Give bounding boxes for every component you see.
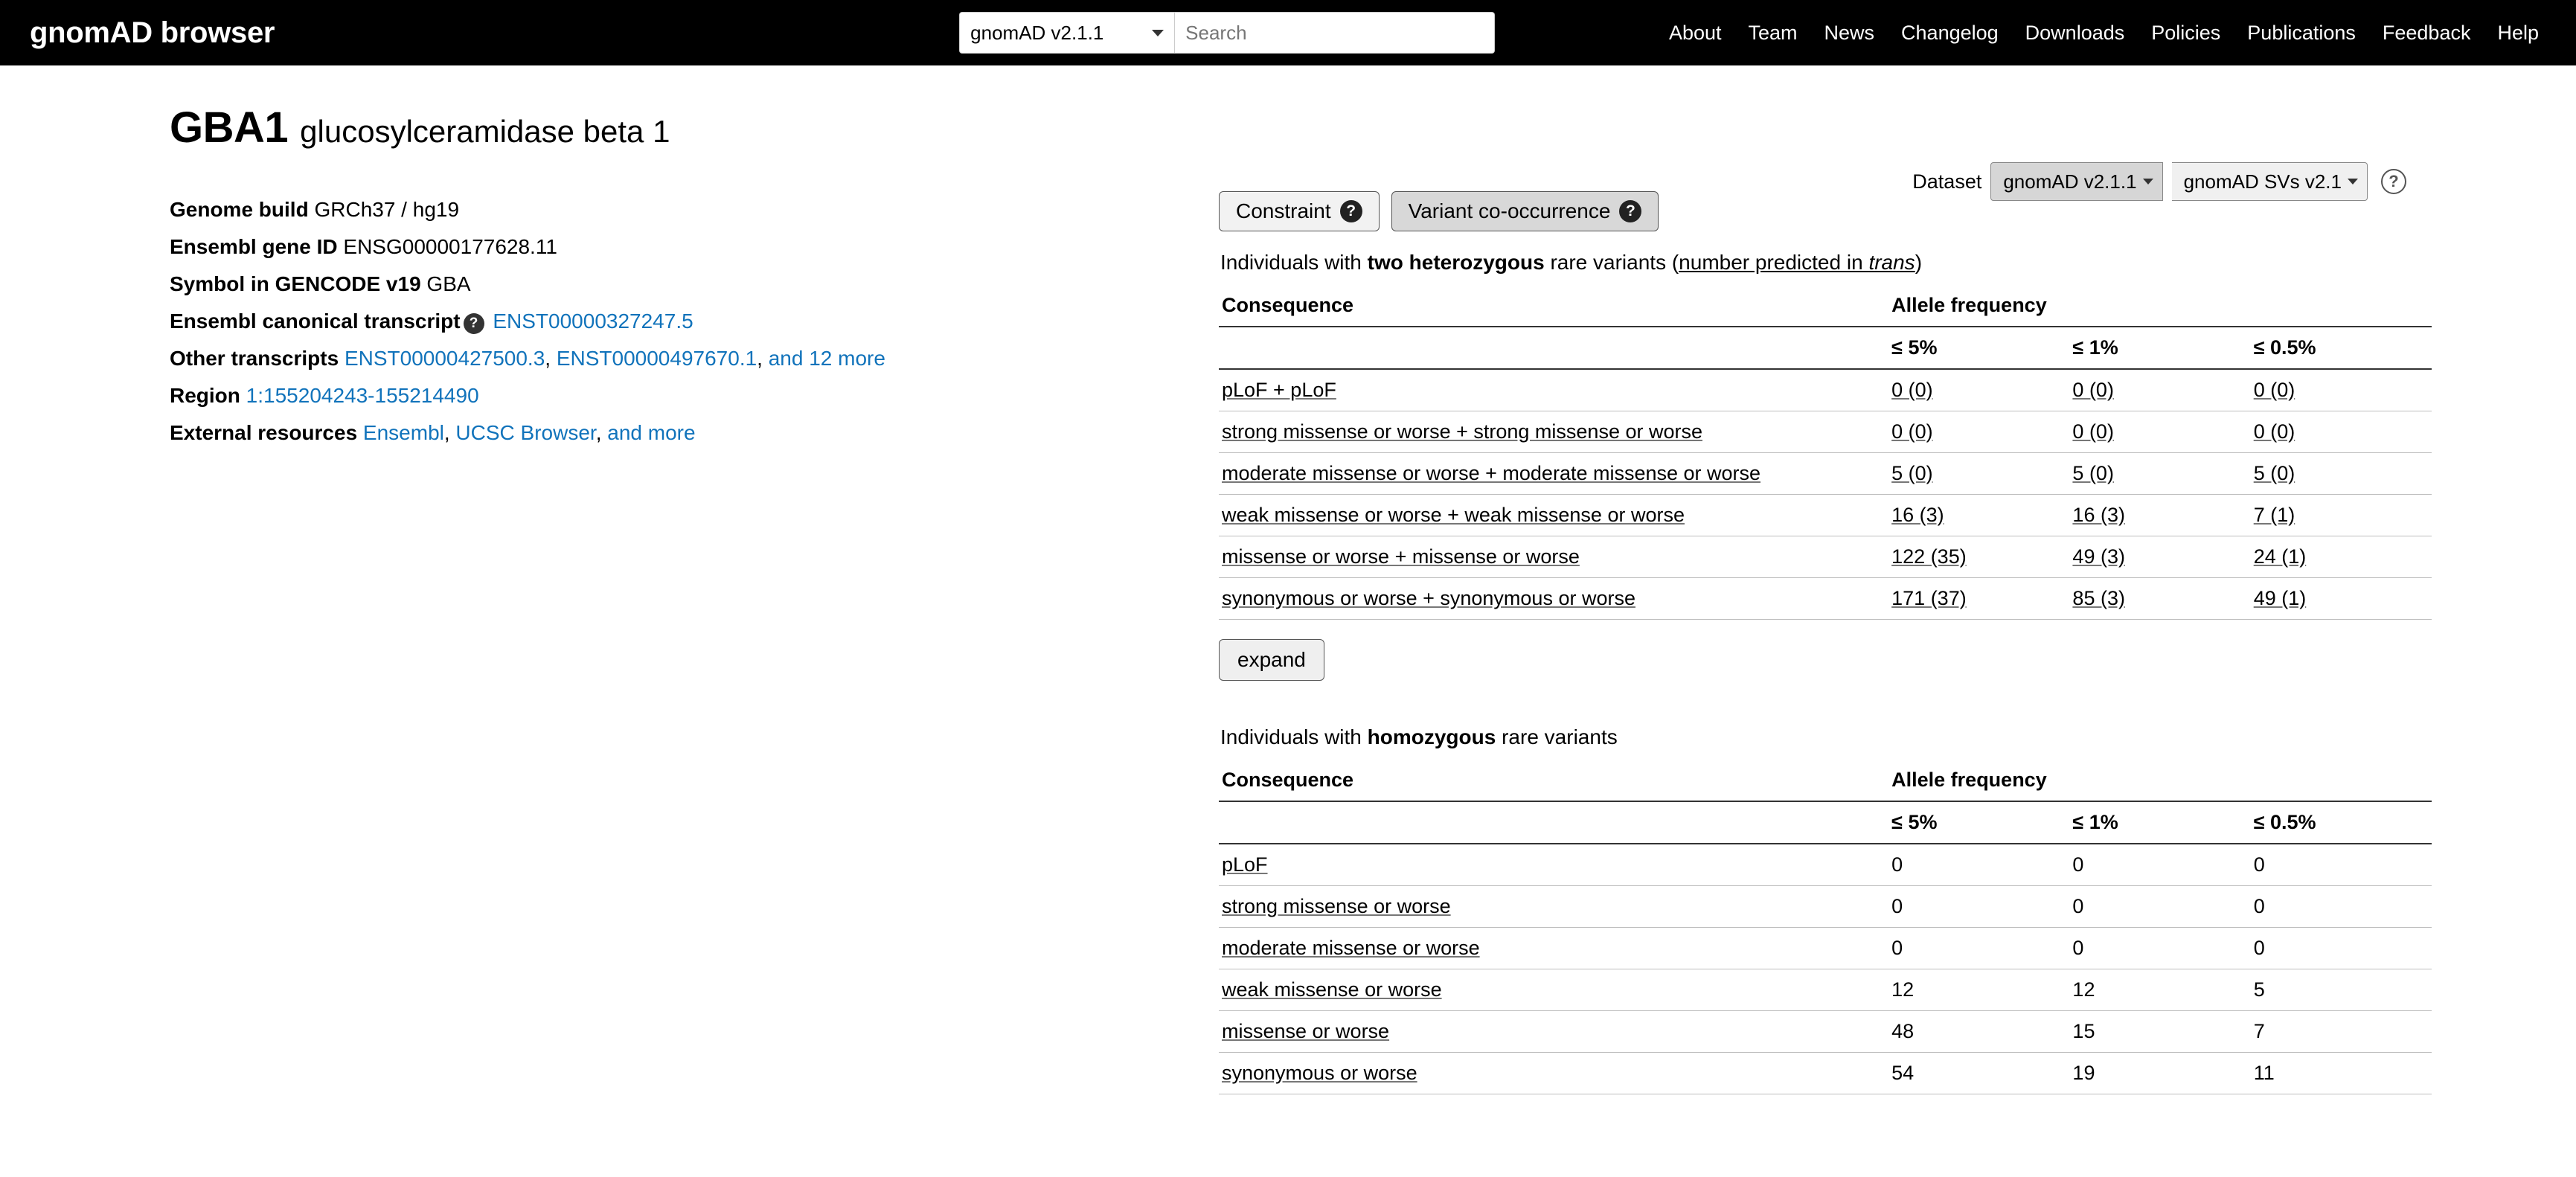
consequence-label[interactable]: moderate missense or worse	[1222, 937, 1480, 959]
chevron-down-icon	[2348, 179, 2358, 185]
dataset-primary-value: gnomAD v2.1.1	[2003, 170, 2137, 193]
expand-button[interactable]: expand	[1219, 639, 1324, 681]
info-gencode-symbol-label: Symbol in GENCODE v19	[170, 272, 421, 295]
help-icon[interactable]: ?	[1619, 200, 1641, 222]
brand-logo[interactable]: gnomAD browser	[30, 16, 275, 49]
cell-value[interactable]: 85 (3)	[2072, 587, 2125, 609]
cell-value: 11	[2251, 1053, 2432, 1094]
table-subheader-row	[1219, 327, 2432, 369]
consequence-label[interactable]: missense or worse	[1222, 1020, 1390, 1042]
caption-underline-text: number predicted in	[1679, 251, 1869, 274]
cell-value[interactable]: 5 (0)	[1891, 462, 1933, 484]
nav-item-downloads[interactable]: Downloads	[2025, 21, 2125, 44]
cell-value[interactable]: 122 (35)	[1891, 545, 1967, 568]
canonical-transcript-link[interactable]: ENST00000327247.5	[493, 310, 693, 333]
body-columns	[170, 191, 2406, 1094]
header-allele-frequency: Allele frequency	[1888, 285, 2432, 327]
header-blank	[1219, 327, 1888, 369]
consequence-label[interactable]: missense or worse + missense or worse	[1222, 545, 1580, 568]
cell-value: 5	[2251, 969, 2432, 1011]
table-row	[1219, 536, 2432, 578]
other-transcripts-more-link[interactable]: and 12 more	[768, 347, 885, 370]
header-threshold-1: ≤ 1%	[2069, 801, 2250, 844]
dataset-secondary-button[interactable]	[2172, 162, 2368, 201]
cell-value: 0	[2251, 886, 2432, 928]
tab-variant-cooccurrence[interactable]	[1391, 191, 1659, 231]
nav-item-publications[interactable]: Publications	[2247, 21, 2356, 44]
nav-links	[1669, 22, 2546, 45]
dataset-help-icon[interactable]: ?	[2381, 169, 2406, 194]
comma-separator: ,	[595, 421, 608, 444]
table-header-row	[1219, 285, 2432, 327]
page-content	[0, 65, 2576, 1094]
nav-item-team[interactable]: Team	[1748, 21, 1798, 44]
nav-item-about[interactable]: About	[1668, 21, 1722, 44]
dataset-label: Dataset	[1912, 170, 1982, 193]
info-external-resources	[170, 414, 1204, 452]
cell-value[interactable]: 0 (0)	[2072, 420, 2114, 443]
cell-value: 0	[2251, 928, 2432, 969]
cell-value[interactable]: 0 (0)	[2072, 379, 2114, 401]
top-navigation-bar	[0, 0, 2576, 65]
table-row	[1219, 453, 2432, 495]
table-row	[1219, 369, 2432, 411]
canonical-transcript-help-icon[interactable]: ?	[464, 313, 484, 334]
info-other-transcripts	[170, 340, 1204, 377]
gene-info-panel	[170, 191, 1204, 1094]
cell-value: 0	[2069, 886, 2250, 928]
cell-value: 15	[2069, 1011, 2250, 1053]
table-header-row	[1219, 760, 2432, 801]
info-ensembl-gene-id	[170, 228, 1204, 266]
info-gencode-symbol-value: GBA	[426, 272, 471, 295]
info-canonical-transcript-label: Ensembl canonical transcript	[170, 310, 461, 333]
consequence-label[interactable]: strong missense or worse	[1222, 895, 1451, 917]
consequence-label[interactable]: pLoF	[1222, 853, 1268, 876]
search-input[interactable]	[1175, 12, 1495, 54]
header-threshold-05: ≤ 0.5%	[2251, 801, 2432, 844]
header-threshold-1: ≤ 1%	[2069, 327, 2250, 369]
nav-item-policies[interactable]: Policies	[2151, 21, 2221, 44]
consequence-label[interactable]: strong missense or worse + strong missense or worse	[1222, 420, 1702, 443]
consequence-label[interactable]: synonymous or worse + synonymous or worse	[1222, 587, 1635, 609]
consequence-label[interactable]: moderate missense or worse + moderate missense or worse	[1222, 462, 1761, 484]
comma-separator: ,	[443, 421, 456, 444]
dataset-search-select-value: gnomAD v2.1.1	[970, 21, 1104, 44]
table-row	[1219, 886, 2432, 928]
info-gencode-symbol	[170, 266, 1204, 303]
region-link[interactable]: 1:155204243-155214490	[246, 384, 479, 407]
homozygous-table	[1219, 760, 2432, 1094]
cell-value: 0	[2069, 928, 2250, 969]
nav-item-news[interactable]: News	[1824, 21, 1875, 44]
info-external-resources-label: External resources	[170, 421, 358, 444]
cell-value[interactable]: 49 (1)	[2253, 587, 2307, 609]
cell-value: 19	[2069, 1053, 2250, 1094]
cell-value[interactable]: 49 (3)	[2072, 545, 2125, 568]
help-icon[interactable]: ?	[1340, 200, 1362, 222]
caption-bold: two heterozygous	[1367, 251, 1545, 274]
other-transcript-link-1[interactable]: ENST00000427500.3	[344, 347, 545, 370]
nav-item-help[interactable]: Help	[2497, 21, 2539, 44]
cell-value[interactable]: 24 (1)	[2253, 545, 2307, 568]
table-row	[1219, 969, 2432, 1011]
cell-value: 12	[1888, 969, 2069, 1011]
cell-value: 0	[2069, 844, 2250, 886]
cell-value[interactable]: 0 (0)	[2253, 420, 2295, 443]
cell-value: 54	[1888, 1053, 2069, 1094]
homozygous-section-caption	[1220, 725, 2432, 749]
cell-value: 0	[1888, 886, 2069, 928]
cooccurrence-panel	[1219, 191, 2432, 1094]
external-resource-ensembl-link[interactable]: Ensembl	[362, 421, 444, 444]
nav-item-changelog[interactable]: Changelog	[1901, 21, 1999, 44]
cell-value: 0	[1888, 844, 2069, 886]
cell-value[interactable]: 5 (0)	[2072, 462, 2114, 484]
table-row	[1219, 578, 2432, 620]
cell-value[interactable]: 0 (0)	[1891, 379, 1933, 401]
comma-separator: ,	[545, 347, 557, 370]
header-threshold-5: ≤ 5%	[1888, 801, 2069, 844]
caption-post: )	[1915, 251, 1923, 274]
consequence-label[interactable]: weak missense or worse	[1222, 978, 1442, 1001]
external-resource-ucsc-link[interactable]: UCSC Browser	[455, 421, 596, 444]
table-row	[1219, 1053, 2432, 1094]
section-spacer	[1219, 681, 2432, 725]
gene-symbol: GBA1	[170, 103, 289, 152]
info-region-label: Region	[170, 384, 240, 407]
info-genome-build-value: GRCh37 / hg19	[314, 198, 460, 221]
info-other-transcripts-label: Other transcripts	[170, 347, 339, 370]
table-subheader-row	[1219, 801, 2432, 844]
info-canonical-transcript	[170, 303, 1204, 340]
gene-full-name: glucosylceramidase beta 1	[300, 114, 670, 149]
heterozygous-section-caption	[1220, 251, 2432, 275]
cell-value[interactable]: 0 (0)	[2253, 379, 2295, 401]
dataset-selector	[1912, 162, 2406, 201]
cell-value: 48	[1888, 1011, 2069, 1053]
info-ensembl-gene-id-value: ENSG00000177628.11	[343, 235, 557, 258]
cell-value: 7	[2251, 1011, 2432, 1053]
table-row	[1219, 844, 2432, 886]
nav-item-feedback[interactable]: Feedback	[2382, 21, 2471, 44]
cell-value[interactable]: 5 (0)	[2253, 462, 2295, 484]
consequence-label[interactable]: synonymous or worse	[1222, 1062, 1417, 1084]
caption-underline[interactable]	[1679, 251, 1915, 274]
consequence-label[interactable]: pLoF + pLoF	[1222, 379, 1336, 401]
info-genome-build	[170, 191, 1204, 228]
header-threshold-5: ≤ 5%	[1888, 327, 2069, 369]
caption-pre: Individuals with	[1220, 251, 1368, 274]
caption-italic: trans	[1868, 251, 1915, 274]
heterozygous-table	[1219, 285, 2432, 620]
table-row	[1219, 495, 2432, 536]
tab-constraint[interactable]	[1219, 191, 1380, 231]
cell-value: 0	[1888, 928, 2069, 969]
caption-mid: rare variants (	[1544, 251, 1679, 274]
page-title	[170, 65, 2406, 153]
info-ensembl-gene-id-label: Ensembl gene ID	[170, 235, 338, 258]
tab-variant-cooccurrence-label: Variant co-occurrence	[1408, 199, 1611, 222]
header-blank	[1219, 801, 1888, 844]
header-threshold-05: ≤ 0.5%	[2251, 327, 2432, 369]
cell-value: 0	[2251, 844, 2432, 886]
chevron-down-icon	[1152, 30, 1164, 36]
header-consequence: Consequence	[1219, 760, 1888, 801]
caption-post: rare variants	[1496, 725, 1618, 748]
header-allele-frequency: Allele frequency	[1888, 760, 2432, 801]
comma-separator: ,	[757, 347, 769, 370]
cell-value[interactable]: 16 (3)	[2072, 504, 2125, 526]
caption-pre: Individuals with	[1220, 725, 1368, 748]
search-area	[959, 12, 1495, 54]
cell-value: 12	[2069, 969, 2250, 1011]
table-row	[1219, 928, 2432, 969]
cell-value[interactable]: 0 (0)	[1891, 420, 1933, 443]
header-consequence: Consequence	[1219, 285, 1888, 327]
dataset-secondary-value: gnomAD SVs v2.1	[2183, 170, 2342, 193]
info-region	[170, 377, 1204, 414]
external-resources-more-link[interactable]: and more	[607, 421, 696, 444]
other-transcript-link-2[interactable]: ENST00000497670.1	[556, 347, 757, 370]
info-genome-build-label: Genome build	[170, 198, 309, 221]
dataset-primary-button[interactable]	[1990, 162, 2162, 201]
cell-value[interactable]: 7 (1)	[2253, 504, 2295, 526]
chevron-down-icon	[2143, 179, 2153, 185]
tab-constraint-label: Constraint	[1236, 199, 1331, 222]
table-row	[1219, 411, 2432, 453]
cell-value[interactable]: 171 (37)	[1891, 587, 1967, 609]
caption-bold: homozygous	[1367, 725, 1496, 748]
consequence-label[interactable]: weak missense or worse + weak missense or worse	[1222, 504, 1685, 526]
table-row	[1219, 1011, 2432, 1053]
dataset-search-select[interactable]	[959, 12, 1175, 54]
cell-value[interactable]: 16 (3)	[1891, 504, 1944, 526]
